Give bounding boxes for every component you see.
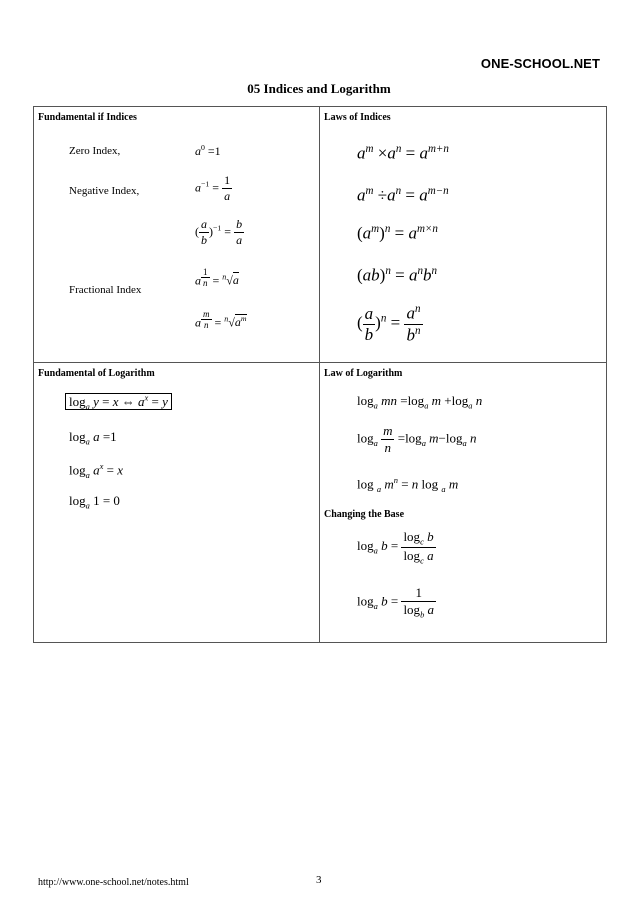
negative-index-formula: $a^{-1}$ = $\frac{1}{a}$ — [195, 173, 231, 203]
product-power-law: $(ab)^n = a^nb^n$ — [357, 265, 438, 285]
change-base-reciprocal: $\log_a b$ = $\frac{1}{\log_b a}$ — [357, 585, 435, 620]
laws-indices-heading: Laws of Indices — [324, 112, 391, 123]
log-product-law: $\log_a$ mn $=\log_a$ $m +\log_a$ n — [357, 393, 483, 411]
site-brand: ONE-SCHOOL.NET — [480, 56, 600, 71]
log-base-identity: $\log_a a =1$ — [69, 429, 117, 447]
negative-index-label: Negative Index, — [69, 185, 140, 197]
zero-index-label: Zero Index, — [69, 145, 121, 157]
log-power-law: log $_a$ $m^n = n$ log $_a$ m — [357, 475, 459, 494]
page-title: 05 Indices and Logarithm — [247, 81, 391, 96]
footer-url[interactable]: http://www.one-school.net/notes.html — [38, 877, 189, 888]
negative-fraction-formula: ( $\frac{a}{b}$ )$^{-1}$ = $\frac{b}{a}$ — [195, 217, 243, 247]
fundamental-log-heading: Fundamental of Logarithm — [38, 368, 155, 379]
power-law: $(a^m)^n = a^{m\times n}$ — [357, 223, 438, 243]
zero-index-formula: $a^0 =1$ — [195, 143, 221, 158]
product-law: $a^m \times a^n = a^{m+n}$ — [357, 143, 449, 163]
page-number: 3 — [316, 874, 322, 886]
log-one-identity: $\log_a 1 = 0$ — [69, 493, 120, 511]
fractional-power-formula: a $^{\frac{m}{n}}$ = $^n√a^m$ — [195, 309, 247, 330]
fundamental-indices-heading: Fundamental if Indices — [38, 112, 137, 123]
fractional-index-formula: a $^{\frac{1}{n}}$ = $^n$√a — [195, 267, 239, 288]
log-power-identity: $\log_a a^x = x$ — [69, 461, 123, 480]
fractional-index-label: Fractional Index — [69, 284, 142, 296]
law-log-heading: Law of Logarithm — [324, 368, 403, 379]
log-quotient-law: $\log_a$ $\frac{m}{n}$ $=\log_a$ $m-\log_a$ n — [357, 423, 477, 455]
fundamental-indices-cell — [34, 107, 320, 363]
log-definition: $\log_a y = x$ ⇔ $a^x = y$ — [65, 393, 172, 412]
quotient-law: $a^m \div a^n = a^{m-n}$ — [357, 185, 449, 205]
law-log-cell — [320, 363, 607, 643]
formula-table — [33, 106, 607, 643]
change-base-formula: $\log_a b$ = $\frac{\log_c b}{\log_c a}$ — [357, 529, 434, 566]
fundamental-log-cell — [34, 363, 320, 643]
change-base-heading: Changing the Base — [324, 509, 405, 520]
laws-indices-cell — [320, 107, 607, 363]
quotient-power-law: ( $\frac{a}{b}$ )$^n$ = $\frac{a^n}{b^n}$ — [357, 303, 421, 345]
